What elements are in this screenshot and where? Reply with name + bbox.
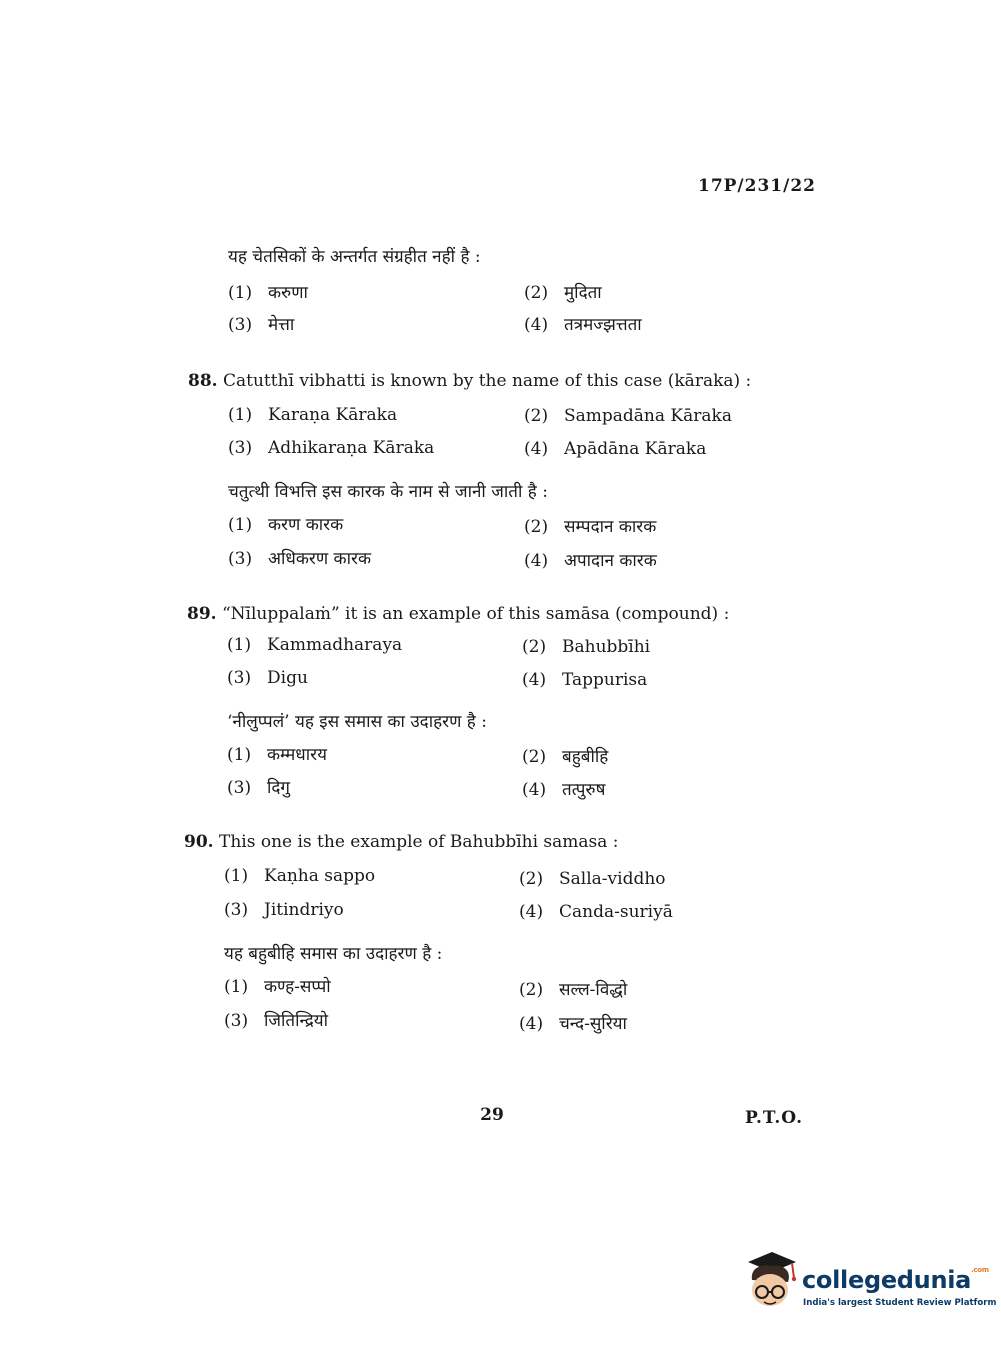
collegedunia-logo — [742, 1250, 997, 1320]
q88-question — [188, 371, 751, 391]
brand-tagline: India's largest Student Review Platform — [803, 1298, 997, 1308]
q88-option-4: (4) Apādāna Kāraka — [524, 439, 707, 459]
q89-option-2: (2) Bahubbīhi — [522, 637, 651, 657]
q89-hi-option-1: (1) कम्मधारय — [227, 745, 327, 765]
q87-hi-option-4: (4) तत्रमज्झत्तता — [524, 315, 642, 335]
q90-number: 90. — [184, 832, 214, 852]
q90-hi-option-3: (3) जितिन्द्रियो — [224, 1011, 329, 1031]
q90-hi-option-4: (4) चन्द-सुरिया — [519, 1014, 627, 1034]
q90-question — [184, 832, 619, 852]
q90-hi-option-1: (1) कण्ह-सप्पो — [224, 977, 331, 997]
q90-option-1: (1) Kaṇha sappo — [224, 866, 376, 886]
q89-hi-option-3: (3) दिगु — [227, 778, 291, 798]
q88-hi-option-2: (2) सम्पदान कारक — [524, 517, 657, 537]
q89-hi-option-2: (2) बहुबीहि — [522, 747, 609, 767]
q90-option-2: (2) Salla-viddho — [519, 869, 666, 889]
q89-number: 89. — [187, 604, 217, 624]
brand-name: collegedunia$^{.com}$ — [802, 1266, 989, 1294]
q88-option-1: (1) Karaṇa Kāraka — [228, 405, 398, 425]
paper-code: 17P/231/22 — [697, 176, 816, 196]
q88-option-2: (2) Sampadāna Kāraka — [524, 406, 732, 426]
q88-hi-option-4: (4) अपादान कारक — [524, 551, 657, 571]
q88-hindi-text: चतुत्थी विभत्ति इस कारक के नाम से जानी जाती है : — [228, 482, 548, 502]
q88-text: Catutthī vibhatti is known by the name of this case (kāraka) : — [222, 371, 752, 391]
q87-hi-option-2: (2) मुदिता — [524, 283, 602, 303]
q87-hi-option-1: (1) करुणा — [228, 283, 308, 303]
q90-option-4: (4) Canda-suriyā — [519, 902, 673, 922]
pto-label: P.T.O. — [745, 1108, 803, 1128]
q90-text: This one is the example of Bahubbīhi samasa : — [218, 832, 619, 852]
q88-number: 88. — [188, 371, 218, 391]
q89-option-1: (1) Kammadharaya — [227, 635, 403, 655]
q89-hi-option-4: (4) तत्पुरुष — [522, 780, 606, 800]
q89-text: “Nīluppalaṁ” it is an example of this samāsa (compound) : — [221, 604, 730, 624]
q89-hindi-text: ‘नीलुप्पलं’ यह इस समास का उदाहरण है : — [227, 712, 487, 732]
q87-hi-option-3: (3) मेत्ता — [228, 315, 295, 335]
q89-question — [187, 604, 729, 624]
page-number: 29 — [480, 1105, 504, 1125]
q88-hi-option-3: (3) अधिकरण कारक — [228, 549, 372, 569]
q87-hindi-text: यह चेतसिकों के अन्तर्गत संग्रहीत नहीं है : — [228, 247, 481, 267]
q90-option-3: (3) Jitindriyo — [224, 900, 344, 920]
q90-hindi-text: यह बहुबीहि समास का उदाहरण है : — [224, 944, 443, 964]
q89-option-3: (3) Digu — [227, 668, 308, 688]
mascot-icon — [742, 1250, 800, 1312]
q89-option-4: (4) Tappurisa — [522, 670, 648, 690]
q88-hi-option-1: (1) करण कारक — [228, 515, 344, 535]
q90-hi-option-2: (2) सल्ल-विद्धो — [519, 980, 628, 1000]
q88-option-3: (3) Adhikaraṇa Kāraka — [228, 438, 435, 458]
